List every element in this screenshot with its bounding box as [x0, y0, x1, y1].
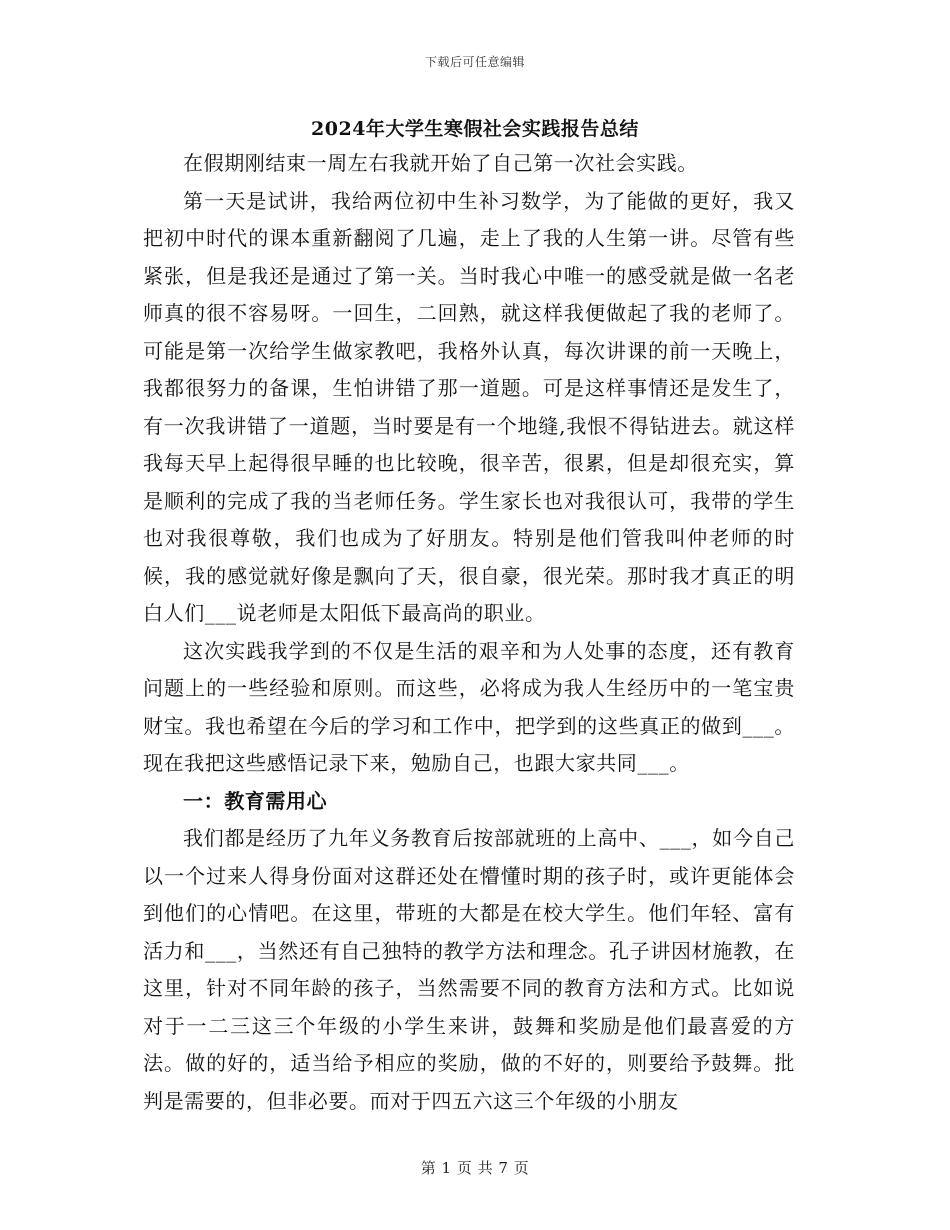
section-heading-education: 一：教育需用心	[183, 788, 328, 813]
paragraph-lessons: 这次实践我学到的不仅是生活的艰辛和为人处事的态度，还有教育问题上的一些经验和原则。而这些，必将成为我人生经历中的一笔宝贵财宝。我也希望在今后的学习和工作中，把学到的这些真正的做到___。现在我把这些感悟记录下来，勉励自己，也跟大家共同___。	[143, 638, 795, 775]
paragraph-education: 我们都是经历了九年义务教育后按部就班的上高中、___，如今自己以一个过来人得身份面对这群还处在懵懂时期的孩子时，或许更能体会到他们的心情吧。在这里，带班的大都是在校大学生。他们年轻、富有活力和___，当然还有自己独特的教学方法和理念。孔子讲因材施教，在这里，针对不同年龄的孩子，当然需要不同的教育方法和方式。比如说对于一二三这三个年级的小学生来讲，鼓舞和奖励是他们最喜爱的方法。做的好的，适当给予相应的奖励，做的不好的，则要给予鼓舞。批判是需要的，但非必要。而对于四五六这三个年级的小朋友	[143, 826, 795, 1113]
paragraph-intro: 在假期刚结束一周左右我就开始了自己第一次社会实践。	[183, 151, 698, 175]
page-header-note: 下载后可任意编辑	[424, 55, 525, 69]
document-body	[143, 145, 795, 1120]
document-title: 2024年大学生寒假社会实践报告总结	[311, 118, 639, 140]
paragraph-first-day: 第一天是试讲，我给两位初中生补习数学，为了能做的更好，我又把初中时代的课本重新翻阅了几遍，走上了我的人生第一讲。尽管有些紧张，但是我还是通过了第一关。当时我心中唯一的感受就是做一名老师真的很不容易呀。一回生，二回熟，就这样我便做起了我的老师了。可能是第一次给学生做家教吧，我格外认真，每次讲课的前一天晚上，我都很努力的备课，生怕讲错了那一道题。可是这样事情还是发生了，有一次我讲错了一道题，当时要是有一个地缝,我恨不得钻进去。就这样我每天早上起得很早睡的也比较晚，很辛苦，很累，但是却很充实，算是顺利的完成了我的当老师任务。学生家长也对我很认可，我带的学生也对我很尊敬，我们也成为了好朋友。特别是他们管我叫仲老师的时候，我的感觉就好像是飘向了天，很自豪，很光荣。那时我才真正的明白人们___说老师是太阳低下最高尚的职业。	[143, 188, 795, 625]
page-footer-number: 第 1 页 共 7 页	[420, 1159, 530, 1177]
